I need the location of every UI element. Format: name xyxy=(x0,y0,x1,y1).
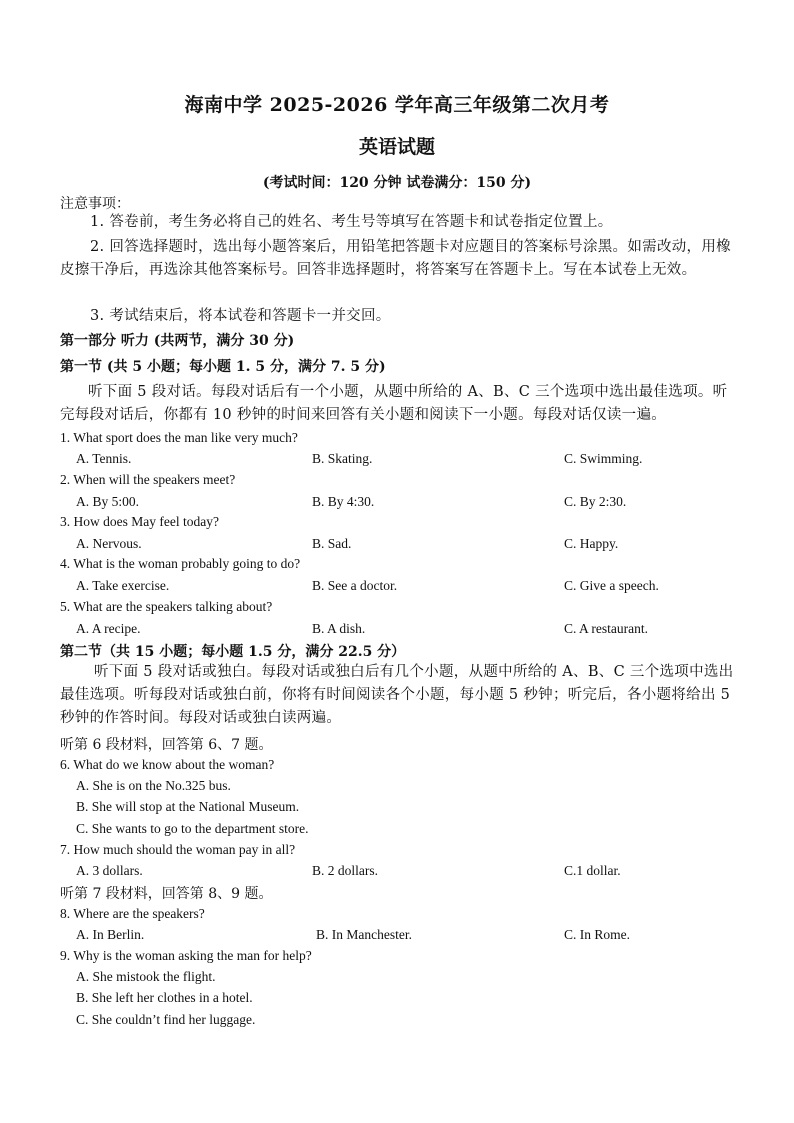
material-7-instruction: 听第 7 段材料，回答第 8、9 题。 xyxy=(60,886,273,902)
part1-heading: 第一部分 听力 (共两节，满分 30 分) xyxy=(60,333,295,349)
question-1-option-a: A. Tennis. xyxy=(76,451,132,466)
question-2: 2. When will the speakers meet? xyxy=(60,472,236,487)
exam-subtitle: 英语试题 xyxy=(358,136,435,158)
question-4-option-c: C. Give a speech. xyxy=(564,578,659,593)
question-3: 3. How does May feel today? xyxy=(60,514,219,529)
question-5: 5. What are the speakers talking about? xyxy=(60,599,273,614)
question-9-option-b: B. She left her clothes in a hotel. xyxy=(76,990,253,1005)
question-4: 4. What is the woman probably going to do? xyxy=(60,556,301,571)
material-6-instruction: 听第 6 段材料，回答第 6、7 题。 xyxy=(60,737,273,753)
exam-info: (考试时间：120 分钟 试卷满分：150 分) xyxy=(262,175,532,191)
question-2-option-c: C. By 2:30. xyxy=(564,494,627,509)
notice-item-1: 1. 答卷前，考生务必将自己的姓名、考生号等填写在答题卡和试卷指定位置上。 xyxy=(90,214,613,230)
question-7: 7. How much should the woman pay in all? xyxy=(60,842,296,857)
question-6: 6. What do we know about the woman? xyxy=(60,757,275,772)
section1-instructions: 听下面 5 段对话。每段对话后有一个小题，从题中所给的 A、B、C 三个选项中选出最佳选项。听完每段对话后，你都有 10 秒钟的时间来回答有关小题和阅读下一小题。每段对话仅读一遍。 xyxy=(60,384,728,423)
question-6-option-a: A. She is on the No.325 bus. xyxy=(76,778,231,793)
question-1-option-b: B. Skating. xyxy=(312,451,373,466)
question-6-option-b: B. She will stop at the National Museum. xyxy=(76,799,300,814)
question-8-option-c: C. In Rome. xyxy=(564,927,630,942)
question-6-option-c: C. She wants to go to the department store. xyxy=(76,821,309,836)
question-5-option-a: A. A recipe. xyxy=(76,621,141,636)
section2-heading: 第二节（共 15 小题；每小题 1.5 分，满分 22.5 分） xyxy=(60,644,406,660)
question-2-option-a: A. By 5:00. xyxy=(76,494,140,509)
question-9-option-a: A. She mistook the flight. xyxy=(76,969,216,984)
question-1-option-c: C. Swimming. xyxy=(564,451,643,466)
question-2-option-b: B. By 4:30. xyxy=(312,494,375,509)
notice-item-2: 2. 回答选择题时，选出每小题答案后，用铅笔把答题卡对应题目的答案标号涂黑。如需改动，用橡皮擦干净后，再选涂其他答案标号。回答非选择题时，将答案写在答题卡上。写在本试卷上无效。 xyxy=(60,239,731,278)
question-8-option-b: B. In Manchester. xyxy=(316,927,412,942)
question-9-option-c: C. She couldn’t find her luggage. xyxy=(76,1012,256,1027)
exam-title: 海南中学 2025-2026 学年高三年级第二次月考 xyxy=(184,94,610,116)
question-7-option-b: B. 2 dollars. xyxy=(312,863,378,878)
notice-heading: 注意事项： xyxy=(60,196,130,212)
question-4-option-b: B. See a doctor. xyxy=(312,578,398,593)
question-5-option-c: C. A restaurant. xyxy=(564,621,648,636)
question-1: 1. What sport does the man like very much? xyxy=(60,430,298,445)
question-3-option-a: A. Nervous. xyxy=(76,536,142,551)
question-3-option-c: C. Happy. xyxy=(564,536,619,551)
question-7-option-c: C.1 dollar. xyxy=(564,863,621,878)
question-5-option-b: B. A dish. xyxy=(312,621,366,636)
question-4-option-a: A. Take exercise. xyxy=(76,578,170,593)
question-7-option-a: A. 3 dollars. xyxy=(76,863,143,878)
section1-heading: 第一节 (共 5 小题；每小题 1. 5 分，满分 7. 5 分) xyxy=(60,359,386,375)
section2-instructions: 听下面 5 段对话或独白。每段对话或独白后有几个小题，从题中所给的 A、B、C 三个选项中选出最佳选项。听每段对话或独白前，你将有时间阅读各个小题，每小题 5 秒钟；听完后，各小题将给出 5 秒钟的作答时间。每段对话或独白读两遍。 xyxy=(60,664,734,726)
question-8: 8. Where are the speakers? xyxy=(60,906,205,921)
question-8-option-a: A. In Berlin. xyxy=(76,927,145,942)
notice-item-3: 3. 考试结束后，将本试卷和答题卡一并交回。 xyxy=(90,308,391,324)
question-3-option-b: B. Sad. xyxy=(312,536,352,551)
question-9: 9. Why is the woman asking the man for help? xyxy=(60,948,312,963)
